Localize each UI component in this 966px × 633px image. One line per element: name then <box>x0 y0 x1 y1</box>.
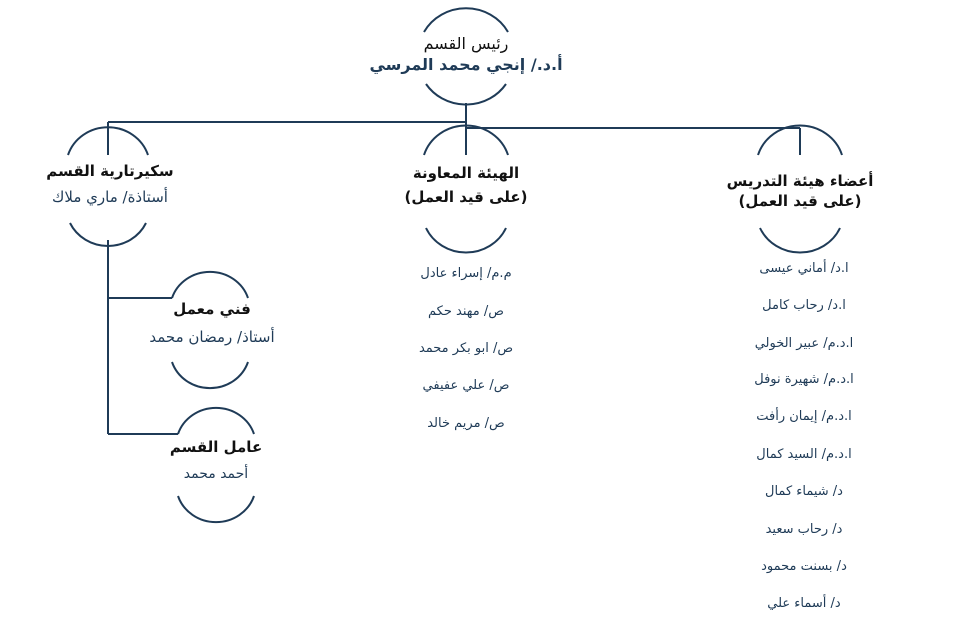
faculty-subtitle: (على قيد العمل) <box>738 192 862 210</box>
faculty-arc-bottom <box>760 228 840 253</box>
secretariat-node <box>46 162 173 206</box>
head-node <box>369 34 562 74</box>
faculty-member: ا.د.م/ إيمان رأفت <box>756 409 852 424</box>
faculty-member: ا.د.م/ السيد كمال <box>756 447 852 462</box>
worker-arc-top <box>178 408 254 434</box>
assistant-member: ص/ مريم خالد <box>427 416 505 431</box>
head-title: رئيس القسم <box>423 34 509 53</box>
technician-arc-bottom <box>172 362 248 388</box>
faculty-title: أعضاء هيئة التدريس <box>726 172 874 190</box>
assistant-member: ص/ ابو بكر محمد <box>418 341 514 356</box>
faculty-member: د/ رحاب سعيد <box>765 522 843 537</box>
assistant-member: ص/ علي عفيفي <box>422 378 510 393</box>
technician-title: فني معمل <box>173 300 251 318</box>
faculty-member: د/ شيماء كمال <box>765 484 843 499</box>
faculty-member: ا.د.م/ شهيرة نوفل <box>754 372 854 387</box>
head-arc-bottom <box>426 84 506 105</box>
assistant-arc-bottom <box>426 228 506 253</box>
worker-node <box>170 438 262 482</box>
faculty-member: د/ أسماء علي <box>767 596 841 611</box>
technician-arc-top <box>172 272 248 298</box>
worker-title: عامل القسم <box>169 438 263 456</box>
faculty-member: ا.د/ أماني عيسى <box>759 261 849 276</box>
faculty-member: ا.د/ رحاب كامل <box>762 298 846 313</box>
head-arc-top <box>424 8 508 32</box>
assistant-staff-subtitle: (على قيد العمل) <box>404 188 528 206</box>
assistant-staff-title: الهيئة المعاونة <box>412 164 520 182</box>
faculty-node <box>727 172 874 210</box>
worker-name: أحمد محمد <box>183 466 249 482</box>
faculty-member: د/ بسنت محمود <box>761 559 847 574</box>
assistant-member: ص/ مهند حكم <box>428 304 504 319</box>
head-name: أ.د./ إنجي محمد المرسي <box>369 55 563 74</box>
technician-node <box>149 300 274 346</box>
worker-arc-bottom <box>178 496 254 522</box>
technician-name: أستاذ/ رمضان محمد <box>149 328 275 346</box>
assistant-member: م.م/ إسراء عادل <box>420 266 512 281</box>
secretariat-name: أستاذة/ ماري ملاك <box>52 188 168 206</box>
assistant-staff-node <box>405 164 528 206</box>
faculty-member: ا.د.م/ عبير الخولي <box>754 336 854 351</box>
secretariat-title: سكيرتارية القسم <box>46 162 174 180</box>
